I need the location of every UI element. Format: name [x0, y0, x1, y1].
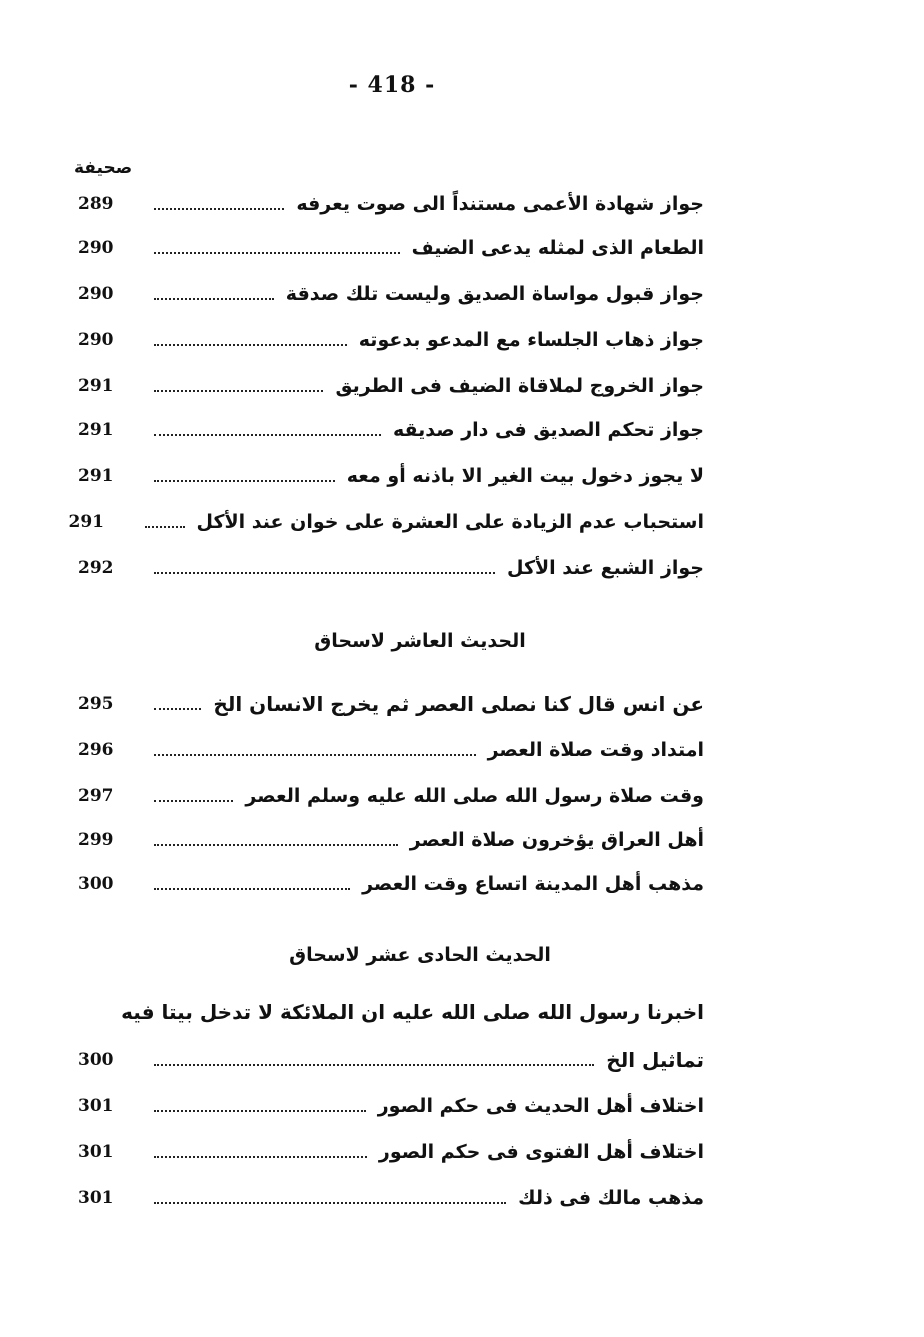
toc-entry-page: 301: [78, 1142, 114, 1162]
toc-entry-page: 301: [78, 1188, 114, 1208]
toc-entry-title: جواز شهادة الأعمى مستنداً الى صوت يعرفه: [296, 193, 704, 215]
dot-leader: [145, 526, 185, 528]
dot-leader: [154, 208, 284, 210]
toc-entry[interactable]: [78, 822, 704, 858]
toc-entry-title: جواز ذهاب الجلساء مع المدعو بدعوته: [358, 329, 704, 351]
toc-entry[interactable]: [78, 276, 704, 312]
toc-entry[interactable]: [78, 458, 704, 494]
toc-entry-title: تماثيل الخ: [606, 1048, 704, 1072]
toc-entry-page: 291: [78, 466, 114, 486]
toc-entry-title: جواز تحكم الصديق فى دار صديقه: [392, 419, 704, 441]
toc-entry-page: 292: [78, 558, 114, 578]
toc-entry[interactable]: [78, 550, 704, 586]
toc-entry-title: لا يجوز دخول بيت الغير الا باذنه أو معه: [346, 465, 704, 487]
toc-entry-page: 290: [78, 330, 114, 350]
toc-entry[interactable]: [78, 186, 704, 222]
toc-entry[interactable]: [78, 230, 704, 266]
toc-entry-title: جواز الشبع عند الأكل: [507, 557, 704, 579]
toc-entry[interactable]: [78, 732, 704, 768]
toc-entry-page: 299: [78, 830, 114, 850]
toc-entry-page: 296: [78, 740, 114, 760]
toc-entry-page: 291: [78, 376, 114, 396]
toc-entry-page: 290: [78, 238, 114, 258]
toc-entry-title: مذهب أهل المدينة اتساع وقت العصر: [362, 873, 704, 895]
section-heading: الحديث الحادى عشر لاسحاق: [289, 944, 551, 966]
section-heading: الحديث العاشر لاسحاق: [314, 630, 526, 652]
dot-leader: [154, 252, 400, 254]
toc-entry-title: جواز الخروج لملاقاة الضيف فى الطريق: [335, 375, 704, 397]
toc-entry[interactable]: [78, 1134, 704, 1170]
toc-entry-title: امتداد وقت صلاة العصر: [487, 739, 704, 761]
toc-entry-page: 295: [78, 694, 114, 714]
toc-entry-page: 297: [78, 786, 114, 806]
dot-leader: [154, 344, 347, 346]
dot-leader: [154, 298, 274, 300]
toc-entry-page: 300: [78, 1050, 114, 1070]
dot-leader: [154, 1110, 366, 1112]
toc-entry[interactable]: [78, 1088, 704, 1124]
toc-entry-page: 301: [78, 1096, 114, 1116]
toc-entry-page: 300: [78, 874, 114, 894]
dot-leader: [154, 708, 201, 710]
toc-entry-page: 289: [78, 194, 114, 214]
toc-entry[interactable]: [68, 504, 704, 540]
dot-leader: [154, 1156, 367, 1158]
toc-entry[interactable]: [78, 686, 704, 722]
toc-entry-title: أهل العراق يؤخرون صلاة العصر: [409, 829, 704, 851]
toc-entry[interactable]: [78, 412, 704, 448]
dot-leader: [154, 390, 323, 392]
toc-entry-title: اختلاف أهل الحديث فى حكم الصور: [377, 1095, 704, 1117]
toc-entry-title: مذهب مالك فى ذلك: [518, 1187, 704, 1209]
toc-entry-first-line[interactable]: اخبرنا رسول الله صلى الله عليه ان الملائكة لا تدخل بيتا فيه: [121, 1000, 704, 1024]
dot-leader: [154, 480, 335, 482]
dot-leader: [154, 1202, 506, 1204]
toc-entry[interactable]: [78, 1180, 704, 1216]
dot-leader: [154, 844, 398, 846]
toc-entry-page: 291: [68, 512, 104, 532]
toc-entry-title: جواز قبول مواساة الصديق وليست تلك صدقة: [285, 283, 704, 305]
dot-leader: [154, 1064, 594, 1066]
dot-leader: [154, 754, 476, 756]
toc-entry[interactable]: [78, 778, 704, 814]
toc-entry[interactable]: [78, 1042, 704, 1078]
dot-leader: [154, 800, 233, 802]
page-column-label: صحيفة: [74, 158, 133, 178]
toc-entry-page: 290: [78, 284, 114, 304]
toc-entry-title: استحباب عدم الزيادة على العشرة على خوان عند الأكل: [196, 511, 704, 533]
dot-leader: [154, 888, 350, 890]
toc-entry-page: 291: [78, 420, 114, 440]
toc-entry[interactable]: [78, 368, 704, 404]
toc-entry[interactable]: [78, 866, 704, 902]
dot-leader: [154, 434, 381, 436]
toc-entry-title: وقت صلاة رسول الله صلى الله عليه وسلم العصر: [245, 785, 704, 807]
toc-entry[interactable]: [78, 322, 704, 358]
toc-entry-title: عن انس قال كنا نصلى العصر ثم يخرج الانسان الخ: [213, 692, 704, 716]
toc-entry-title: الطعام الذى لمثله يدعى الضيف: [411, 237, 704, 259]
dot-leader: [154, 572, 495, 574]
toc-entry-title: اختلاف أهل الفتوى فى حكم الصور: [378, 1141, 704, 1163]
page-number: - 418 -: [348, 72, 436, 98]
